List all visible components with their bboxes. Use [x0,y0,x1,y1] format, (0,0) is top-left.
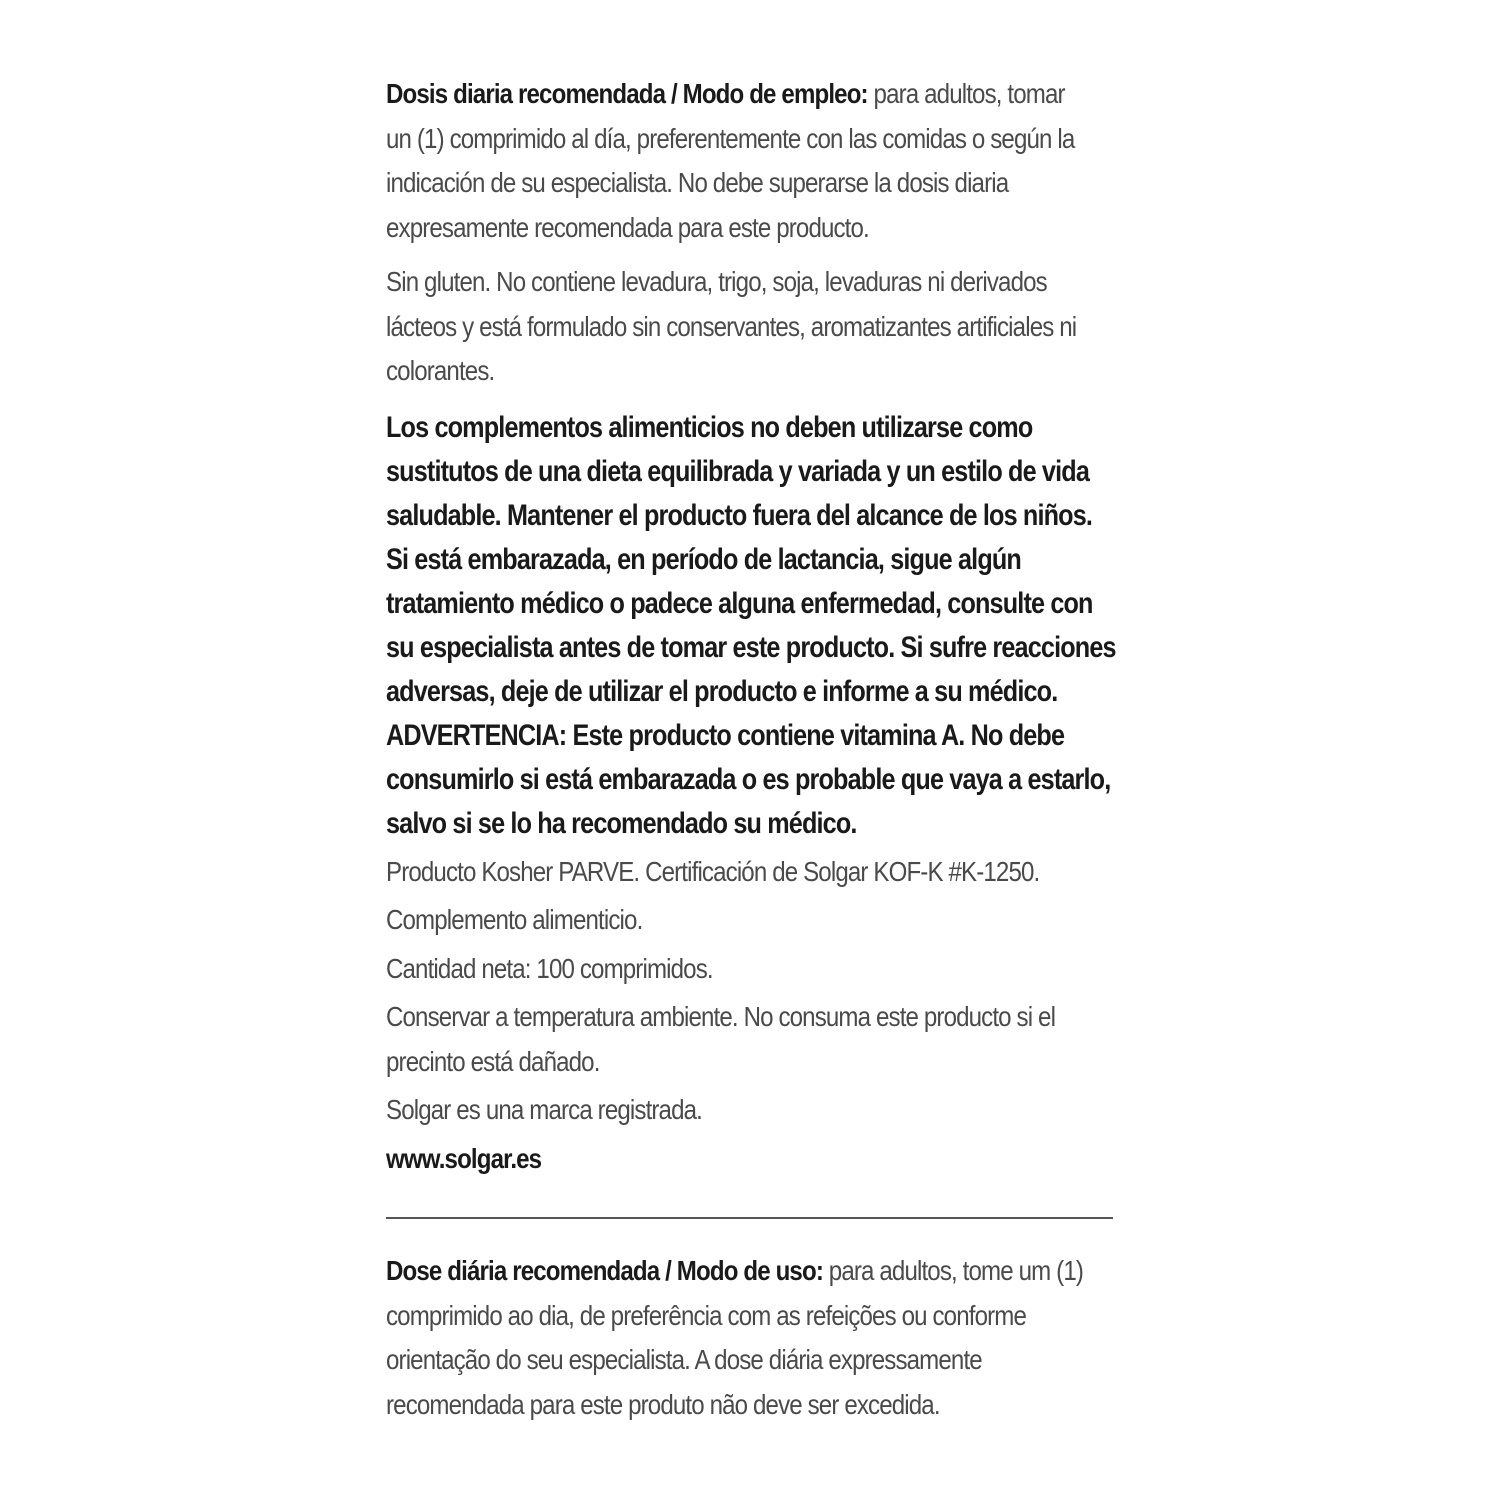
es-trademark-paragraph [386,1088,1114,1133]
es-warning-line: su especialista antes de tomar este producto. Si sufre reacciones [386,630,1116,664]
es-warning-line: Si está embarazada, en período de lactancia, sigue algún [386,542,1021,576]
es-dosage-line-3: indicación de su especialista. No debe superarse la dosis diaria [386,167,1009,198]
es-dosage-line-1 [386,72,1114,117]
language-divider [386,1217,1113,1219]
es-allergen-line-2: lácteos y está formulado sin conservantes, aromatizantes artificiales ni [386,310,1077,342]
es-warning-line: ADVERTENCIA: Este producto contiene vitamina A. No debe [386,718,1065,752]
pt-dosage-line-2: comprimido ao dia, de preferência com as refeições ou conforme [386,1299,1027,1331]
es-warning-line: salvo si se lo ha recomendado su médico. [386,806,857,840]
es-dosage-heading: Dosis diaria recomendada / Modo de empleo: [386,78,868,109]
label-text-column [386,72,1114,1427]
es-warning-line: adversas, deje de utilizar el producto e informe a su médico. [386,674,1058,708]
es-website-paragraph [386,1137,1114,1182]
es-allergen-line-1: Sin gluten. No contiene levadura, trigo, soja, levaduras ni derivados [386,266,1047,297]
es-warning-line: Los complementos alimenticios no deben utilizarse como [386,410,1033,444]
pt-dosage-paragraph [386,1249,1114,1427]
es-dosage-line-4: expresamente recomendada para este producto. [386,211,869,243]
es-warning-line: saludable. Mantener el producto fuera del alcance de los niños. [386,498,1093,532]
es-warning-line: sustitutos de una dieta equilibrada y variada y un estilo de vida [386,454,1090,488]
es-warning-paragraph [386,406,1114,846]
es-warning-line: consumirlo si está embarazada o es probable que vaya a estarlo, [386,762,1111,796]
pt-dosage-line-1 [386,1249,1114,1294]
pt-dosage-line-3: orientação do seu especialista. A dose diária expressamente [386,1344,982,1375]
es-supplement-paragraph [386,898,1114,943]
es-trademark-text: Solgar es una marca registrada. [386,1094,702,1125]
pt-dosage-line-4: recomendada para este produto não deve ser excedida. [386,1388,940,1420]
pt-dosage-heading: Dose diária recomendada / Modo de uso: [386,1255,823,1286]
pt-dosage-line-1-text: para adultos, tome um (1) [822,1255,1084,1286]
es-allergen-paragraph [386,260,1114,394]
es-storage-line-2: precinto está dañado. [386,1045,600,1077]
es-warning-line: tratamiento médico o padece alguna enfermedad, consulte con [386,586,1093,620]
es-dosage-line-2: un (1) comprimido al día, preferentemente con las comidas o según la [386,122,1075,154]
es-net-quantity-paragraph [386,947,1114,992]
website-url: www.solgar.es [386,1142,542,1174]
es-kosher-text: Producto Kosher PARVE. Certificación de Solgar KOF-K #K-1250. [386,855,1040,887]
es-supplement-text: Complemento alimenticio. [386,904,643,935]
es-dosage-paragraph [386,72,1114,250]
es-allergen-line-3: colorantes. [386,355,495,386]
es-storage-line-1: Conservar a temperatura ambiente. No consuma este producto si el [386,1001,1056,1032]
es-storage-paragraph [386,995,1114,1084]
es-dosage-line-1-text: para adultos, tomar [867,78,1065,109]
es-kosher-paragraph [386,850,1114,895]
es-net-quantity-text: Cantidad neta: 100 comprimidos. [386,952,713,984]
